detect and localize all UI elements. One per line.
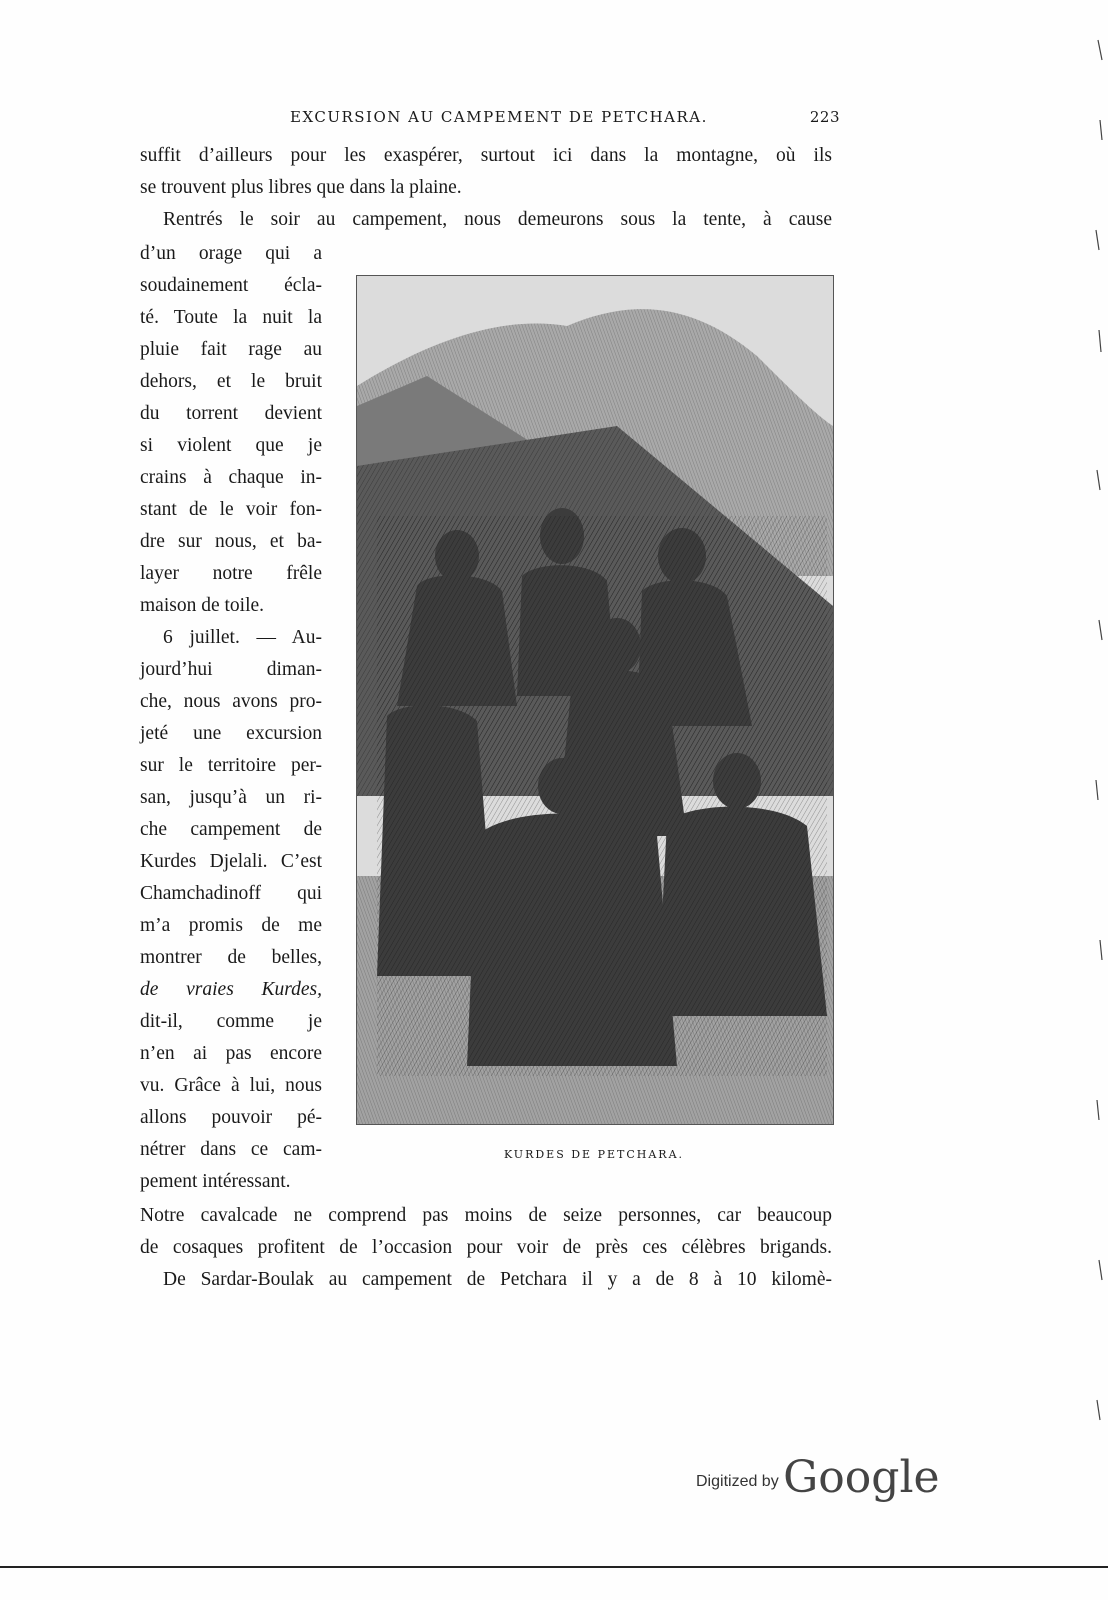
text-line: nétrer dans ce cam- [140,1139,322,1160]
text-line: pluie fait rage au [140,339,322,360]
text-line: allons pouvoir pé- [140,1107,322,1128]
running-title: EXCURSION AU CAMPEMENT DE PETCHARA. [290,108,708,126]
text-line: crains à chaque in- [140,467,322,488]
text-line: jourd’hui diman- [140,659,322,680]
engraving-illustration [356,275,834,1125]
text-line: Kurdes Djelali. C’est [140,851,322,872]
text-line: san, jusqu’à un ri- [140,787,322,808]
text-line: pement intéressant. [140,1171,291,1192]
text-line: 6 juillet. — Au- [163,627,322,648]
text-line: de cosaques profitent de l’occasion pour voir de près ces célèbres brigands. [140,1237,832,1258]
text-line: che campement de [140,819,322,840]
text-line: n’en ai pas encore [140,1043,322,1064]
figure-caption: KURDES DE PETCHARA. [503,1148,685,1161]
scan-edge-artifacts [1072,0,1108,1600]
text-line: dehors, et le bruit [140,371,322,392]
text-line: Notre cavalcade ne comprend pas moins de seize personnes, car beaucoup [140,1205,832,1226]
google-logo-text: Google [783,1452,940,1503]
text-line: soudainement écla- [140,275,322,296]
text-line: stant de le voir fon- [140,499,322,520]
text-line: se trouvent plus libres que dans la plaine. [140,177,462,198]
scan-bottom-edge [0,1566,1108,1568]
text-line: maison de toile. [140,595,265,616]
text-line: suffit d’ailleurs pour les exaspérer, surtout ici dans la montagne, où ils [140,145,832,166]
text-line: Rentrés le soir au campement, nous demeurons sous la tente, à cause [163,209,832,230]
text-line: d’un orage qui a [140,243,322,264]
text-line: du torrent devient [140,403,322,424]
text-line: che, nous avons pro- [140,691,322,712]
text-line: si violent que je [140,435,322,456]
text-line: de vraies Kurdes, [140,979,322,1000]
digitized-prefix: Digitized by [696,1473,779,1490]
engraving-artwork [357,276,833,1124]
running-header [140,108,840,132]
text-line: té. Toute la nuit la [140,307,322,328]
text-line: De Sardar-Boulak au campement de Petchara il y a de 8 à 10 kilomè- [163,1269,832,1290]
text-line: montrer de belles, [140,947,322,968]
text-line: vu. Grâce à lui, nous [140,1075,322,1096]
text-line: m’a promis de me [140,915,322,936]
text-line: sur le territoire per- [140,755,322,776]
text-line: jeté une excursion [140,723,322,744]
text-line: dre sur nous, et ba- [140,531,322,552]
text-line: Chamchadinoff qui [140,883,322,904]
text-line: layer notre frêle [140,563,322,584]
page-number: 223 [809,108,840,126]
digitized-watermark [696,1452,940,1503]
text-line: dit-il, comme je [140,1011,322,1032]
